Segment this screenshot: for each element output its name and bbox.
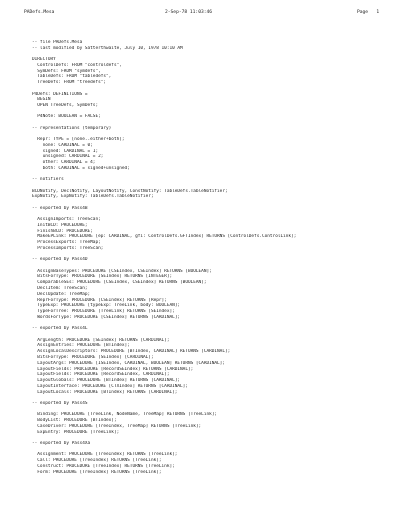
page-header <box>24 9 392 17</box>
code-line: -- file PADefs.Mesa <box>32 40 83 45</box>
code-block <box>32 338 394 396</box>
code-line: signed: CARDINAL = 1; <box>32 148 99 154</box>
code-line: unsigned: CARDINAL = 2; <box>32 154 104 160</box>
code-line: other: CARDINAL = 4; <box>32 160 96 166</box>
code-line: -- exported by Pass4Xa <box>32 441 91 447</box>
code-line: InitBCD: PROCEDURE; <box>32 222 88 228</box>
code-line: LayoutLocals: PROCEDURE [BTIndex] RETURNS [CARDINAL]; <box>32 389 178 395</box>
code-line: -- representations (temporary) <box>32 125 112 131</box>
code-line: Form: PROCEDURE [TreeIndex] RETURNS [TreeLink]; <box>32 469 162 475</box>
code-line: LayoutArgs: PROCEDURE [ISEIndex, CARDINAL, BOOLEAN] RETURNS [CARDINAL]; <box>32 360 225 366</box>
header-page-number: 1 <box>376 10 380 15</box>
code-block <box>32 189 394 201</box>
code-line: Construct: PROCEDURE [TreeIndex] RETURNS [TreeLink]; <box>32 463 175 469</box>
code-line: LayoutFields: PROCEDURE [RecordSEIndex] RETURNS [CARDINAL]; <box>32 366 194 372</box>
code-line: none: CARDINAL = 0; <box>32 142 93 148</box>
code-line: ArgLength: PROCEDURE [SEIndex] RETURNS [CARDINAL]; <box>32 337 170 343</box>
source-listing <box>32 40 394 476</box>
code-line: ReprForType: PROCEDURE [CSEIndex] RETURNS [Repr]; <box>32 297 167 303</box>
code-line: FinishBCD: PROCEDURE; <box>32 228 93 234</box>
code-block <box>32 92 394 109</box>
code-line: DeclItem: TreeScan; <box>32 286 88 291</box>
header-date: 2-Sep-78 11:03:46 <box>165 10 213 15</box>
code-line: TypeForTree: PROCEDURE [TreeLink] RETURNS [SEIndex]; <box>32 309 175 315</box>
code-line: Repr: TYPE = [none..either+both]; <box>32 137 125 143</box>
code-line: TableDefs: FROM "tabledefs", <box>32 74 112 80</box>
code-line: ComparableSEs: PROCEDURE [CSEIndex, CSEIndex] RETURNS [BOOLEAN]; <box>32 280 207 286</box>
code-block <box>32 137 394 172</box>
code-line: ControlDefs: FROM "controldefs", <box>32 62 122 68</box>
code-line: TreeDefs: FROM "treedefs"; <box>32 80 107 86</box>
code-line: Assignment: PROCEDURE [TreeIndex] RETURNS [TreeLink]; <box>32 452 178 458</box>
code-line: -- exported by Pass4B <box>32 205 88 211</box>
code-block <box>32 269 394 321</box>
code-line: BEGIN <box>32 97 51 103</box>
code-line: DeclUpdate: TreeMap; <box>32 291 91 297</box>
code-line: DIRECTORY <box>32 57 56 63</box>
code-block <box>32 217 394 252</box>
code-line: -- exported by Pass4D <box>32 257 88 263</box>
code-line: -- exported by Pass4L <box>32 326 88 332</box>
code-line: BCDNotify, DeclNotify, LayoutNotify, ConstNotify: TableDefs.TableNotifier; <box>32 188 228 194</box>
code-line: Call: PROCEDURE [TreeIndex] RETURNS [TreeLink]; <box>32 458 162 464</box>
code-line: P4Note: BOOLEAN = FALSE; <box>32 114 101 120</box>
code-line: ProcessExports: TreeMap; <box>32 240 101 246</box>
code-line: P4Defs: DEFINITIONS = <box>32 91 88 97</box>
code-block <box>32 452 394 475</box>
code-line: BitsForType: PROCEDURE [SEIndex] RETURNS [INTEGER]; <box>32 274 173 280</box>
code-line: CaseDriver: PROCEDURE [TreeIndex, TreeMap] RETURNS [TreeLink]; <box>32 423 202 429</box>
header-file-name: PADefs.Mesa <box>24 10 55 15</box>
code-line: OPEN TreeDefs, SymDefs; <box>32 103 99 109</box>
code-line: -- last modified by Satterthwaite, July 10, 1978 10:10 AM <box>32 45 183 51</box>
code-line: LayoutFields: PROCEDURE [RecordSEIndex, CARDINAL]; <box>32 372 170 378</box>
header-page <box>357 9 379 17</box>
code-line: BitsForType: PROCEDURE [SEIndex] [CARDINAL]; <box>32 354 154 360</box>
code-line: WordsForType: PROCEDURE [CSEIndex] RETURNS [CARDINAL]; <box>32 314 181 320</box>
code-line: AssignLocalDescriptors: PROCEDURE [BTIndex, CARDINAL] RETURNS [CARDINAL]; <box>32 349 231 355</box>
code-line: TypeExp: PROCEDURE [typeExp: TreeLink, body: BOOLEAN]; <box>32 303 181 309</box>
code-block <box>32 57 394 86</box>
code-line: ExpEntry: PROCEDURE [TreeLink]; <box>32 429 120 435</box>
code-line: Binding: PROCEDURE [TreeLink, NodeName, TreeMap] RETURNS [TreeLink]; <box>32 412 218 418</box>
code-line: LayoutGlobals: PROCEDURE [BTIndex] RETURNS [CARDINAL]; <box>32 378 181 384</box>
code-line: AssignBaseTypes: PROCEDURE [CSEIndex, CSEIndex] RETURNS [BOOLEAN]; <box>32 268 212 274</box>
code-block <box>32 40 394 52</box>
code-line: both: CARDINAL = signed+unsigned; <box>32 166 130 172</box>
code-line: -- notifiers <box>32 177 64 183</box>
code-line: AssignEntries: PROCEDURE [BTIndex]; <box>32 343 130 349</box>
code-line: AssignImports: TreeScan; <box>32 217 101 223</box>
code-line: LayoutInterface: PROCEDURE [CTXIndex] RETURNS [CARDINAL]; <box>32 383 188 389</box>
header-page-label: Page <box>357 10 369 15</box>
code-block <box>32 412 394 435</box>
code-line: BodyList: PROCEDURE [BTIndex]; <box>32 418 117 424</box>
code-line: ProcessImports: TreeScan; <box>32 246 104 252</box>
code-line: SymDefs: FROM "symdefs", <box>32 68 101 74</box>
code-line: MakeEPLink: PROCEDURE [ep: CARDINAL, gfi: ControlDefs.GFTIndex] RETURNS [ControlDefs.ControlLink]; <box>32 234 297 240</box>
code-line: -- exported by Pass4S <box>32 401 88 407</box>
code-line: ExpNotify, ExpNotify: TableDefs.TableNotifier; <box>32 194 154 200</box>
